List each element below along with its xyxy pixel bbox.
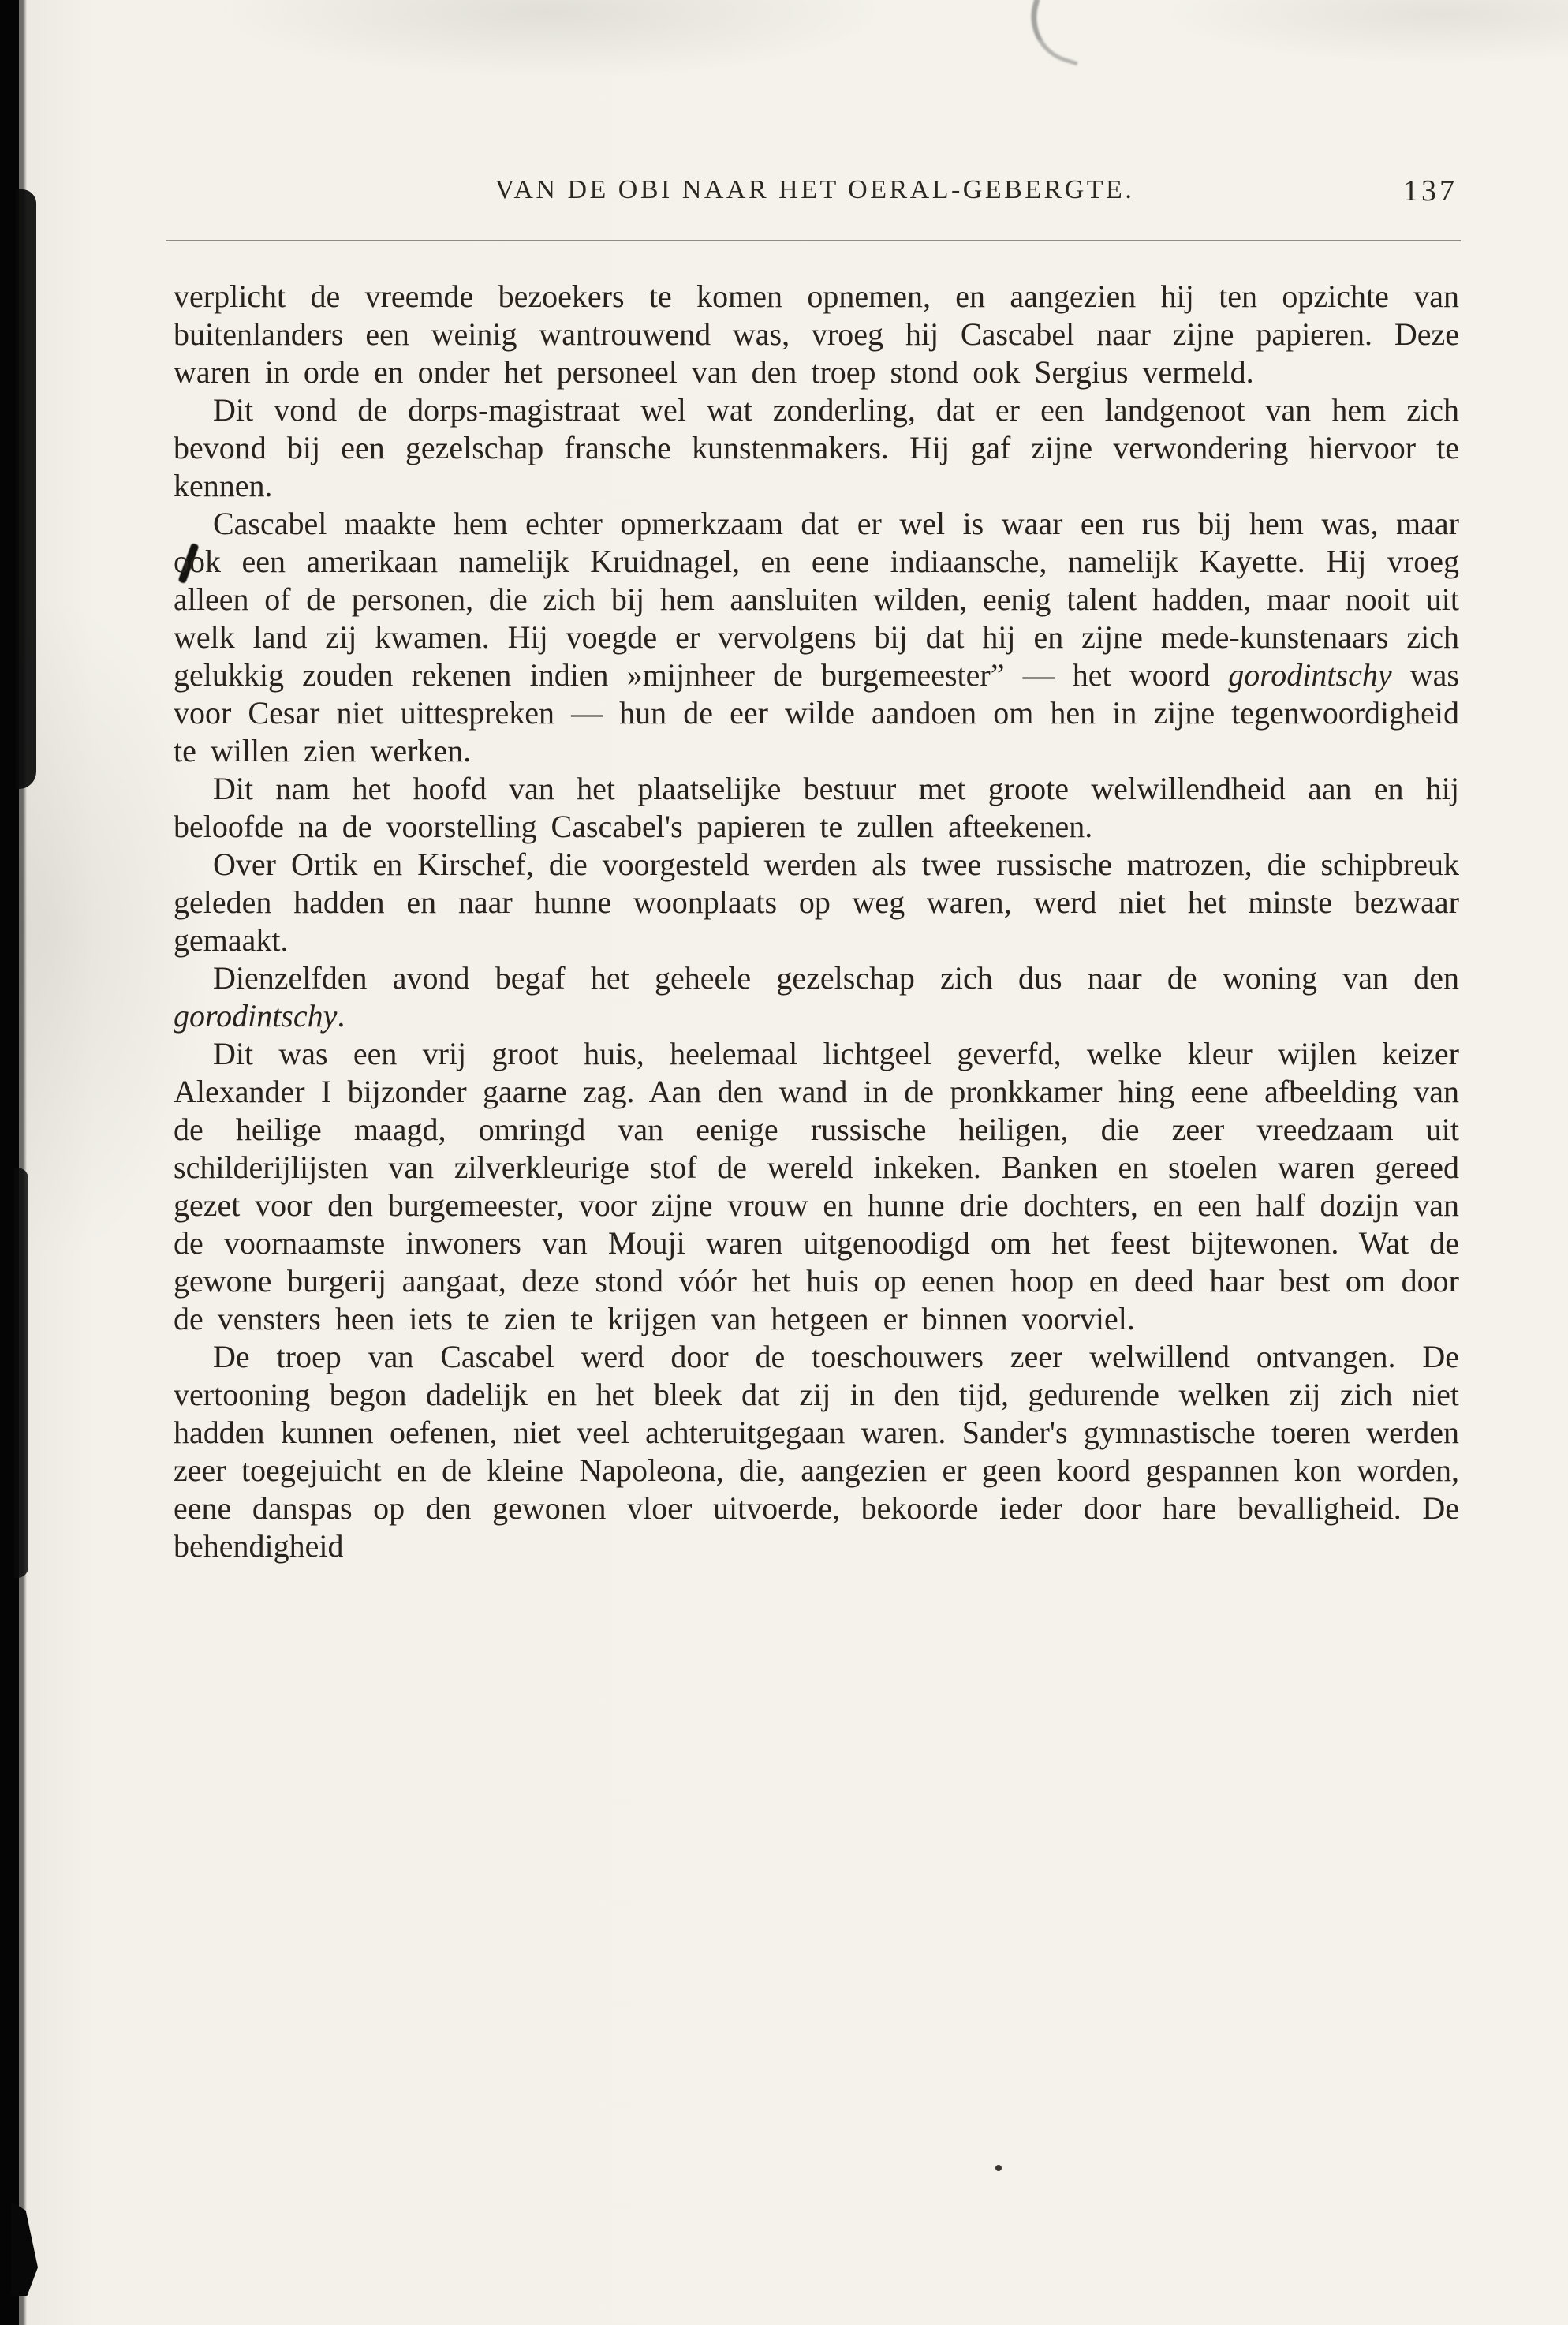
paragraph [174, 505, 1459, 770]
paragraph [174, 278, 1459, 391]
paragraph [174, 959, 1459, 1035]
text-run: Dit was een vrij groot huis, heelemaal lichtgeel geverfd, welke kleur wijlen keizer Alexander I bijzonder gaarne zag. Aan den wand in de pronkkamer hing eene afbeelding van de heilige maagd, omringd van eenige russische heiligen, die zeer vreedzaam uit schilderijlijsten van zilverkleurige stof de wereld inkeken. Banken en stoelen waren gereed gezet voor den burgemeester, voor zijne vrouw en hunne drie dochters, en een half dozijn van de voornaamste inwoners van Mouji waren uitgenoodigd om het feest bijtewonen. Wat de gewone burgerij aangaat, deze stond vóór het huis op eenen hoop en deed haar best om door de vensters heen iets te zien te krijgen van hetgeen er binnen voorviel. [174, 1036, 1459, 1336]
scan-smudge [1019, 0, 1092, 65]
paragraph [174, 846, 1459, 959]
paragraph [174, 1338, 1459, 1565]
running-title: VAN DE OBI NAAR HET OERAL-GEBERGTE. [495, 175, 1135, 204]
page-header [172, 175, 1458, 216]
binding-shadow [16, 189, 36, 789]
text-run: . [337, 998, 345, 1034]
text-run: Dit nam het hoofd van het plaatselijke bestuur met groote welwillendheid aan en hij beloofde na de voorstelling Cascabel's papieren te zullen afteekenen. [174, 771, 1459, 844]
paragraph [174, 770, 1459, 846]
italic-text: gorodintschy [174, 998, 338, 1034]
binding-shadow [11, 2201, 38, 2296]
text-run: Cascabel maakte hem echter opmerkzaam dat er wel is waar een rus bij hem was, maar ook een amerikaan namelijk Kruidnagel, en eene indiaansche, namelijk Kayette. Hij vroeg alleen of de personen, die zich bij hem aansluiten wilden, eenig talent hadden, maar nooit uit welk land zij kwamen. Hij voegde er vervolgens bij dat hij en zijne mede-kunstenaars zich gelukkig zouden rekenen indien »mijnheer de burgemeester” — het woord [174, 506, 1459, 693]
italic-text: gorodintschy [1228, 657, 1392, 693]
text-run: Over Ortik en Kirschef, die voorgesteld werden als twee russische matrozen, die schipbreuk geleden hadden en naar hunne woonplaats op weg waren, werd niet het minste bezwaar gemaakt. [174, 847, 1459, 958]
header-rule [166, 240, 1461, 241]
paragraph [174, 1035, 1459, 1338]
text-run: was voor Cesar niet uittespreken — hun de eer wilde aandoen om hen in zijne tegenwoordigheid te willen zien werken. [174, 657, 1459, 768]
text-run: verplicht de vreemde bezoekers te komen opnemen, en aangezien hij ten opzichte van buitenlanders een weinig wantrouwend was, vroeg hij Cascabel naar zijne papieren. Deze waren in orde en onder het personeel van den troep stond ook Sergius vermeld. [174, 278, 1459, 390]
binding-shadow [14, 1168, 28, 1578]
page-body-text [174, 278, 1459, 1565]
text-run: Dienzelfden avond begaf het geheele gezelschap zich dus naar de woning van den [213, 960, 1459, 996]
text-run: De troep van Cascabel werd door de toeschouwers zeer welwillend ontvangen. De vertooning begon dadelijk en het bleek dat zij in den tijd, gedurende welken zij zich niet hadden kunnen oefenen, niet veel achteruitgegaan waren. Sander's gymnastische toeren werden zeer toegejuicht en de kleine Napoleona, die, aangezien er geen koord gespannen kon worden, eene danspas op den gewonen vloer uitvoerde, bekoorde ieder door hare bevalligheid. De behendigheid [174, 1339, 1459, 1564]
scan-speck [995, 2165, 1002, 2171]
page-number: 137 [1403, 174, 1458, 207]
text-run: Dit vond de dorps-magistraat wel wat zonderling, dat er een landgenoot van hem zich bevond bij een gezelschap fransche kunstenmakers. Hij gaf zijne verwondering hiervoor te kennen. [174, 392, 1459, 503]
paragraph [174, 391, 1459, 505]
